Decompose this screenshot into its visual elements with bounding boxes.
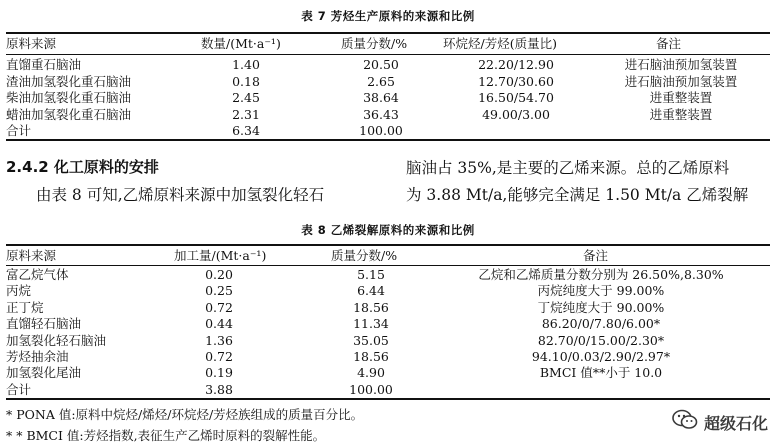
table-cell: 0.25	[205, 283, 233, 299]
table8-header-row	[6, 248, 770, 264]
table7-header-quantity: 数量/(Mt·a⁻¹)	[201, 36, 281, 51]
table-cell: 94.10/0.03/2.90/2.97*	[531, 349, 671, 364]
table-cell: BMCI 值**小于 10.0	[539, 365, 663, 381]
table-cell: 0.72	[205, 349, 233, 364]
section-right-line-2: 为 3.88 Mt/a,能够完全满足 1.50 Mt/a 乙烯裂解	[406, 186, 749, 204]
table7-header-fraction: 质量分数/%	[341, 36, 408, 51]
table-row	[6, 74, 770, 90]
table-cell: 进重整装置	[649, 90, 713, 105]
table-cell: 16.50/54.70	[478, 90, 554, 105]
section-right-line-1: 脑油占 35%,是主要的乙烯来源。总的乙烯原料	[406, 159, 730, 177]
table-row	[6, 382, 770, 398]
table-row	[6, 107, 770, 123]
table-row	[6, 283, 770, 299]
table-cell: 1.36	[205, 332, 233, 348]
table-cell: 0.18	[232, 73, 260, 89]
table-cell: 3.88	[205, 381, 233, 397]
table-cell: 0.44	[205, 316, 233, 332]
table-row	[6, 90, 770, 106]
table-cell: 进石脑油预加氢装置	[624, 73, 738, 89]
watermark-text: 超级石化	[703, 413, 768, 433]
table8-header-fraction: 质量分数/%	[331, 248, 398, 263]
table-cell: 36.43	[363, 106, 399, 122]
table-cell: 2.45	[232, 90, 260, 105]
table-cell: 丙烷	[6, 283, 32, 299]
table-cell: 5.15	[357, 267, 385, 282]
footnote-bmci: * * BMCI 值:芳烃指数,表征生产乙烯时原料的裂解性能。	[6, 428, 326, 443]
table7-top-rule	[6, 32, 770, 34]
table7-bottom-rule	[6, 139, 770, 141]
table-cell: 49.00/3.00	[482, 106, 550, 122]
table-cell: 直馏重石脑油	[6, 57, 82, 72]
table-cell: 渣油加氢裂化重石脑油	[6, 73, 132, 89]
section-left-line: 由表 8 可知,乙烯原料来源中加氢裂化轻石	[36, 186, 325, 204]
table-cell: 100.00	[349, 381, 393, 397]
section-heading: 2.4.2 化工原料的安排	[6, 158, 159, 176]
table-cell: 22.20/12.90	[478, 57, 554, 72]
table7-header-ratio: 环烷烃/芳烃(质量比)	[443, 36, 557, 51]
table8-top-rule	[6, 244, 770, 246]
table-cell: 合计	[6, 123, 32, 138]
wechat-icon	[672, 409, 698, 435]
table-cell: 12.70/30.60	[478, 73, 554, 89]
table-row	[6, 123, 770, 139]
table-cell: 86.20/0/7.80/6.00*	[541, 316, 661, 332]
table-cell: 丙烷纯度大于 99.00%	[537, 283, 665, 299]
table-row	[6, 333, 770, 349]
table-cell: 4.90	[357, 365, 385, 381]
table8-caption: 表 8 乙烯裂解原料的来源和比例	[301, 223, 475, 237]
table-cell: 18.56	[353, 349, 389, 364]
table-row	[6, 349, 770, 365]
table-row	[6, 300, 770, 316]
table-cell: 进石脑油预加氢装置	[624, 57, 738, 72]
table-cell: 乙烷和乙烯质量分数分别为 26.50%,8.30%	[478, 267, 724, 282]
table7-header-rule	[6, 54, 770, 55]
table8-header-rule	[6, 265, 770, 266]
watermark	[672, 409, 768, 435]
table-cell: 6.34	[232, 123, 260, 138]
table-cell: 加氢裂化轻石脑油	[6, 332, 107, 348]
table-cell: 35.05	[353, 332, 389, 348]
table-cell: 正丁烷	[6, 299, 44, 315]
table-row	[6, 365, 770, 381]
table7-caption: 表 7 芳烃生产原料的来源和比例	[301, 9, 475, 23]
table8-bottom-rule	[6, 398, 770, 400]
table-cell: 2.31	[232, 106, 260, 122]
table-cell: 20.50	[363, 57, 399, 72]
table-cell: 1.40	[232, 57, 260, 72]
footnote-pona: * PONA 值:原料中烷烃/烯烃/环烷烃/芳烃族组成的质量百分比。	[6, 407, 364, 422]
table-cell: 100.00	[359, 123, 403, 138]
table-cell: 2.65	[367, 73, 395, 89]
table-cell: 加氢裂化尾油	[6, 365, 82, 381]
table-cell: 富乙烷气体	[6, 267, 69, 282]
table-cell: 芳烃抽余油	[6, 349, 69, 364]
table-cell: 0.19	[205, 365, 233, 381]
table7-header-row	[6, 36, 770, 52]
table8-header-remark: 备注	[583, 248, 609, 263]
table-cell: 柴油加氢裂化重石脑油	[6, 90, 132, 105]
table-row	[6, 267, 770, 283]
table-cell: 合计	[6, 381, 32, 397]
table-cell: 蜡油加氢裂化重石脑油	[6, 106, 132, 122]
table-cell: 丁烷纯度大于 90.00%	[537, 299, 665, 315]
table-cell: 直馏轻石脑油	[6, 316, 82, 332]
table-cell: 82.70/0/15.00/2.30*	[537, 332, 665, 348]
table-row	[6, 316, 770, 332]
table7-header-remark: 备注	[656, 36, 682, 51]
table-cell: 18.56	[353, 299, 389, 315]
table-row	[6, 57, 770, 73]
table8-header-source: 原料来源	[6, 248, 57, 263]
table-cell: 38.64	[363, 90, 399, 105]
table-cell: 0.72	[205, 299, 233, 315]
table-cell: 进重整装置	[649, 106, 713, 122]
table8-header-amount: 加工量/(Mt·a⁻¹)	[174, 248, 267, 263]
table-cell: 0.20	[205, 267, 233, 282]
table-cell: 11.34	[353, 316, 389, 332]
table7-header-source: 原料来源	[6, 36, 57, 51]
table-cell: 6.44	[357, 283, 385, 299]
